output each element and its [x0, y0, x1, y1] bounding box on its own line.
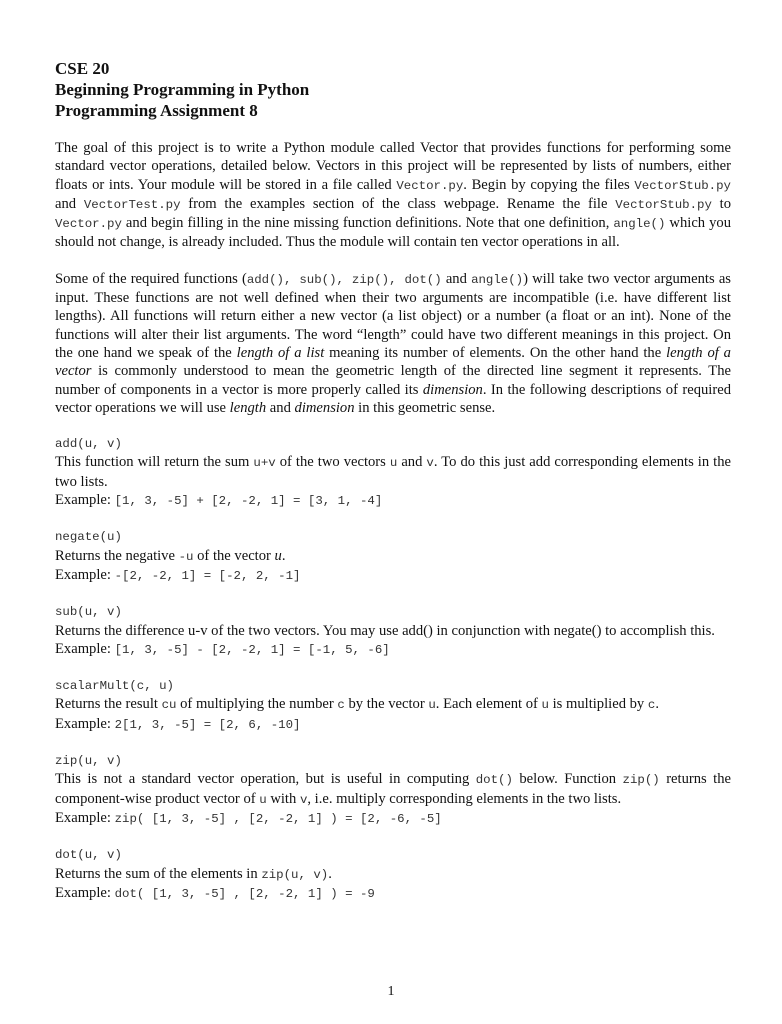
- function-example: Example: [1, 3, -5] - [2, -2, 1] = [-1, 5, -6]: [55, 640, 390, 657]
- course-code: CSE 20: [55, 59, 110, 78]
- assignment-title: Programming Assignment 8: [55, 101, 258, 120]
- function-description: This function will return the sum u+v of the two vectors u and v. To do this just add corresponding elements in the two lists.: [55, 454, 731, 490]
- course-title: Beginning Programming in Python: [55, 80, 310, 99]
- function-signature: negate(u): [55, 530, 122, 545]
- document-page: [55, 58, 731, 903]
- function-signature: add(u, v): [55, 437, 122, 452]
- function-scalarmult: [55, 677, 731, 734]
- function-description: This is not a standard vector operation, but is useful in computing dot() below. Function zip() returns the component-wise product vector of u with v, i.e. multiply corresponding elements in the two lists.: [55, 771, 731, 807]
- function-signature: scalarMult(c, u): [55, 679, 174, 694]
- code-filename: VectorStub.py: [615, 197, 712, 212]
- code-filename: Vector.py: [55, 217, 122, 232]
- function-example: Example: 2[1, 3, -5] = [2, 6, -10]: [55, 715, 301, 732]
- function-dot: [55, 846, 731, 903]
- function-add: [55, 435, 731, 510]
- code-filename: Vector.py: [396, 178, 464, 193]
- function-signature: zip(u, v): [55, 754, 122, 769]
- function-description: Returns the sum of the elements in zip(u, v).: [55, 865, 332, 882]
- code-function-list: add(), sub(), zip(), dot(): [246, 272, 442, 287]
- code-filename: VectorStub.py: [634, 178, 731, 193]
- function-example: Example: zip( [1, 3, -5] , [2, -2, 1] ) = [2, -6, -5]: [55, 809, 442, 826]
- function-example: Example: -[2, -2, 1] = [-2, 2, -1]: [55, 566, 301, 583]
- length-paragraph: Some of the required functions (add(), sub(), zip(), dot() and angle()) will take two vector arguments as input. These functions are not well defined when their two arguments are incompatible (i.e. have different list lengths). All functions will return either a new vector (a list object) or a number (a float or an int). None of the functions will alter their list arguments. The word “length” could have two different meanings in this project. On the one hand we speak of the length of a list meaning its number of elements. On the other hand the length of a vector is commonly understood to mean the geometric length of the directed line segment it represents. The number of components in a vector is more properly called its dimension. In the following descriptions of required vector operations we will use length and dimension in this geometric sense.: [55, 270, 731, 416]
- function-description: Returns the result cu of multiplying the number c by the vector u. Each element of u is multiplied by c.: [55, 696, 659, 713]
- intro-paragraph: The goal of this project is to write a Python module called Vector that provides functions for performing some standard vector operations, detailed below. Vectors in this project will be represented by lists of numbers, either floats or ints. Your module will be stored in a file called Vector.py. Begin by copying the files VectorStub.py and VectorTest.py from the examples section of the class webpage. Rename the file VectorStub.py to Vector.py and begin filling in the nine missing function definitions. Note that one definition, angle() which you should not change, is already included. Thus the module will contain ten vector operations in all.: [55, 140, 731, 251]
- function-negate: [55, 528, 731, 585]
- function-sub: [55, 603, 731, 659]
- function-signature: dot(u, v): [55, 848, 122, 863]
- page-number: 1: [387, 984, 395, 999]
- function-example: Example: dot( [1, 3, -5] , [2, -2, 1] ) = -9: [55, 884, 375, 901]
- function-signature: sub(u, v): [55, 605, 122, 620]
- function-example: Example: [1, 3, -5] + [2, -2, 1] = [3, 1, -4]: [55, 492, 383, 509]
- code-filename: VectorTest.py: [83, 197, 181, 212]
- function-description: Returns the difference u-v of the two vectors. You may use add() in conjunction with negate() to accomplish this.: [55, 622, 715, 639]
- function-description: Returns the negative -u of the vector u.: [55, 547, 286, 564]
- code-function: angle(): [471, 272, 524, 287]
- code-function: angle(): [613, 217, 666, 232]
- function-zip: [55, 752, 731, 828]
